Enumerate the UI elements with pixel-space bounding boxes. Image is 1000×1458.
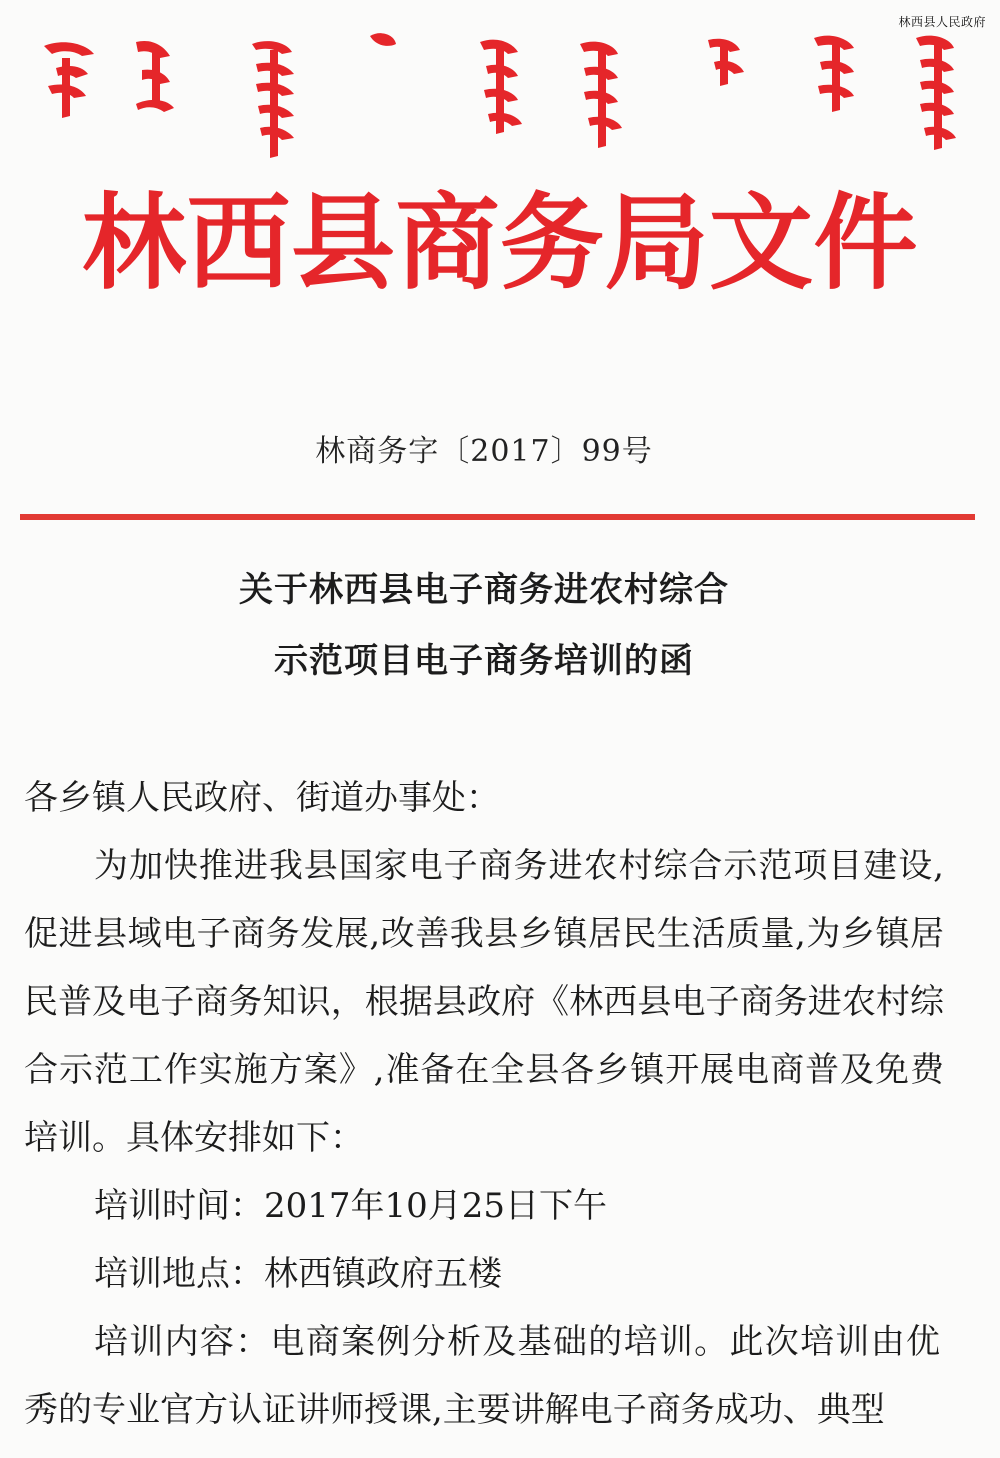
document-header-title: 林西县商务局文件: [81, 182, 918, 304]
red-divider-line: [20, 514, 975, 520]
subject-line-1: 关于林西县电子商务进农村综合: [239, 570, 729, 610]
training-content-paragraph: 培训内容：电商案例分析及基础的培训。此次培训由优秀的专业官方认证讲师授课,主要讲解电子商务成功、典型: [24, 1322, 940, 1430]
mongolian-script-graphic: [24, 24, 984, 164]
salutation: 各乡镇人民政府、街道办事处：: [24, 778, 500, 818]
training-time: 培训时间：2017年10月25日下午: [94, 1186, 608, 1226]
mongolian-script-header: [24, 24, 984, 164]
intro-paragraph: 为加快推进我县国家电子商务进农村综合示范项目建设,促进县域电子商务发展,改善我县乡镇居民生活质量,为乡镇居民普及电子商务知识，根据县政府《林西县电子商务进农村综合示范工作实施方案》,准备在全县各乡镇开展电商普及免费培训。具体安排如下：: [24, 846, 944, 1158]
watermark-label: 林西县人民政府: [898, 15, 986, 29]
subject-line-2: 示范项目电子商务培训的函: [274, 641, 694, 681]
document-number: 林商务字〔2017〕99号: [315, 434, 653, 469]
training-place: 培训地点：林西镇政府五楼: [94, 1254, 502, 1294]
